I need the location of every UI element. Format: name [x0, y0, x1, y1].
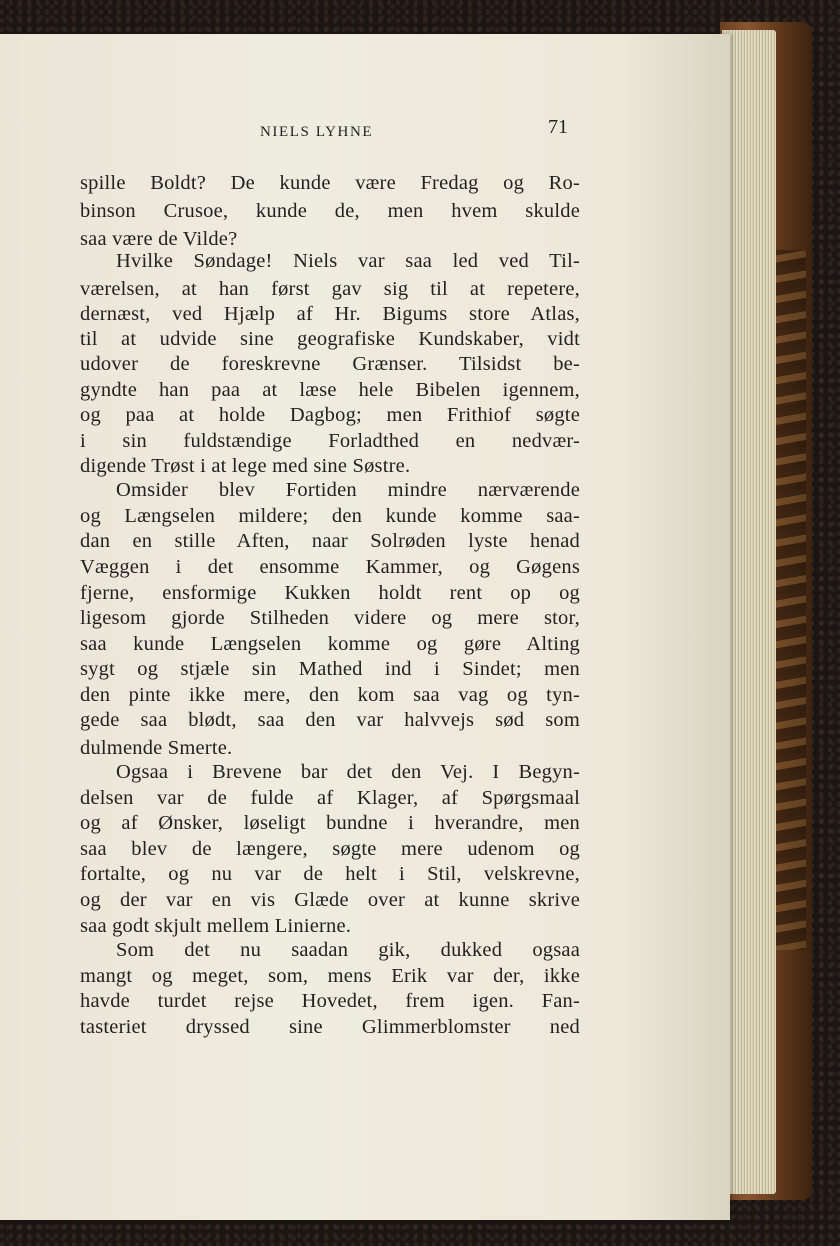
- text-line: ligesom gjorde Stilheden videre og mere stor,: [80, 607, 580, 629]
- text-line: sygt og stjæle sin Mathed ind i Sindet; men: [80, 658, 580, 680]
- text-line: Som det nu saadan gik, dukked ogsaa: [116, 939, 580, 961]
- text-line: mangt og meget, som, mens Erik var der, ikke: [80, 965, 580, 987]
- text-line: og Længselen mildere; den kunde komme saa-: [80, 505, 580, 527]
- text-line: dulmende Smerte.: [80, 737, 233, 759]
- text-line: digende Trøst i at lege med sine Søstre.: [80, 455, 411, 477]
- text-line: saa kunde Længselen komme og gøre Alting: [80, 633, 580, 655]
- page-number: 71: [548, 116, 568, 138]
- text-line: dernæst, ved Hjælp af Hr. Bigums store Atlas,: [80, 303, 580, 325]
- text-line: Væggen i det ensomme Kammer, og Gøgens: [80, 556, 580, 578]
- text-line: binson Crusoe, kunde de, men hvem skulde: [80, 200, 580, 222]
- text-line: saa godt skjult mellem Linierne.: [80, 915, 352, 937]
- text-line: udover de foreskrevne Grænser. Tilsidst be-: [80, 353, 580, 375]
- running-head: NIELS LYHNE: [260, 124, 374, 140]
- text-line: værelsen, at han først gav sig til at repetere,: [80, 278, 580, 300]
- text-line: til at udvide sine geografiske Kundskaber, vidt: [80, 328, 580, 350]
- cover-marbling: [772, 250, 806, 950]
- text-line: og paa at holde Dagbog; men Frithiof søgte: [80, 404, 580, 426]
- text-line: delsen var de fulde af Klager, af Spørgsmaal: [80, 787, 580, 809]
- text-line: den pinte ikke mere, den kom saa vag og tyn-: [80, 684, 580, 706]
- page-edges: [722, 30, 776, 1194]
- text-line: og af Ønsker, løseligt bundne i hverandre, men: [80, 812, 580, 834]
- text-line: tasteriet dryssed sine Glimmerblomster ned: [80, 1016, 580, 1038]
- text-line: fortalte, og nu var de helt i Stil, velskrevne,: [80, 863, 580, 885]
- text-line: dan en stille Aften, naar Solrøden lyste henad: [80, 530, 580, 552]
- text-line: fjerne, ensformige Kukken holdt rent op og: [80, 582, 580, 604]
- text-line: saa blev de længere, søgte mere udenom og: [80, 838, 580, 860]
- text-line: Omsider blev Fortiden mindre nærværende: [116, 479, 580, 501]
- text-line: spille Boldt? De kunde være Fredag og Ro-: [80, 172, 580, 194]
- text-line: og der var en vis Glæde over at kunne skrive: [80, 889, 580, 911]
- text-line: saa være de Vilde?: [80, 228, 238, 250]
- text-line: i sin fuldstændige Forladthed en nedvær-: [80, 430, 580, 452]
- text-line: gyndte han paa at læse hele Bibelen igennem,: [80, 379, 580, 401]
- text-line: Ogsaa i Brevene bar det den Vej. I Begyn-: [116, 761, 580, 783]
- text-line: havde turdet rejse Hovedet, frem igen. Fan-: [80, 990, 580, 1012]
- text-line: Hvilke Søndage! Niels var saa led ved Til-: [116, 250, 580, 272]
- text-line: gede saa blødt, saa den var halvvejs sød som: [80, 709, 580, 731]
